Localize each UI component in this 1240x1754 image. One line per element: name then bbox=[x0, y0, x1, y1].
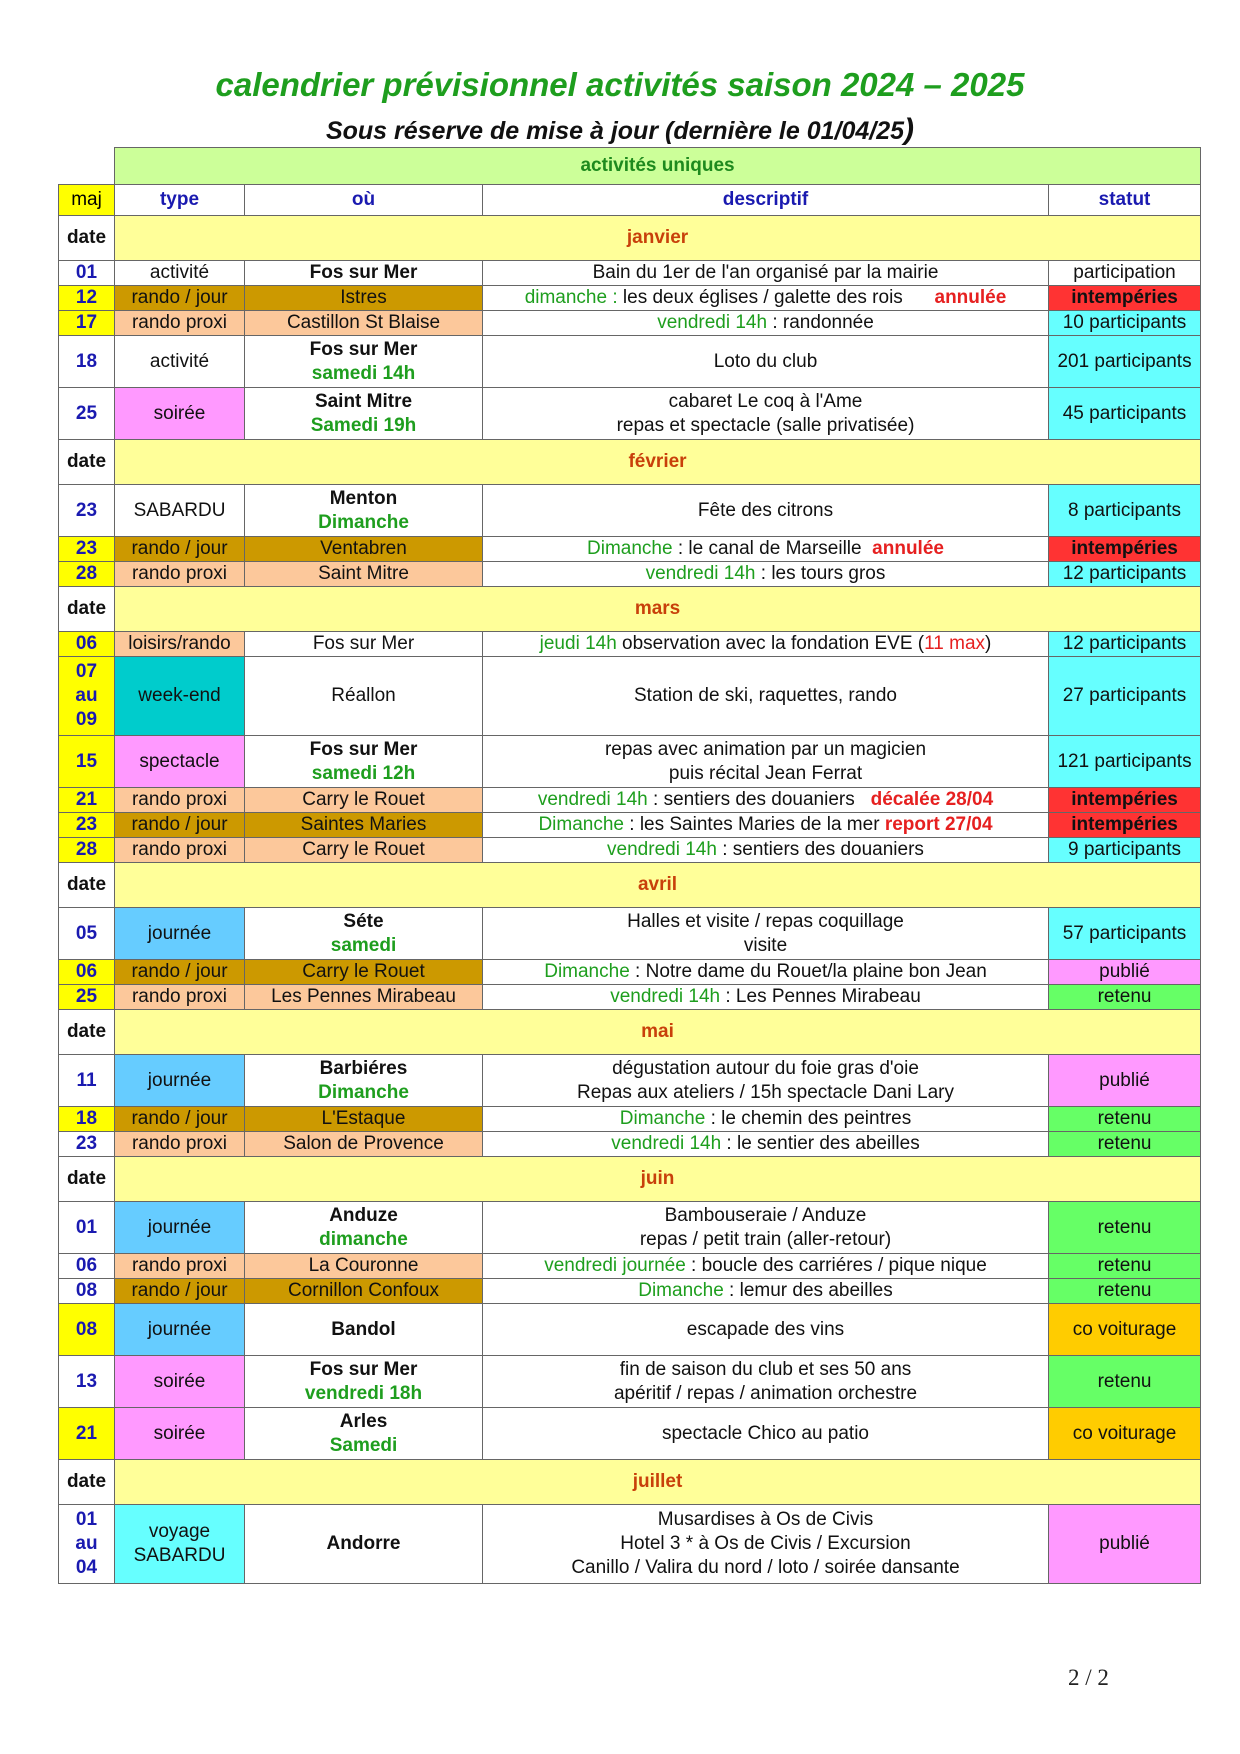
month-row-mai bbox=[59, 1010, 1201, 1055]
row-type: activité bbox=[115, 261, 245, 286]
row-description: vendredi 14h : randonnée bbox=[483, 311, 1049, 336]
table-row bbox=[59, 985, 1201, 1010]
header-maj: maj bbox=[59, 185, 115, 216]
row-description: vendredi journée : boucle des carriéres / pique nique bbox=[483, 1254, 1049, 1279]
row-location: Séte samedi bbox=[245, 908, 483, 960]
row-date: 12 bbox=[59, 286, 115, 311]
row-location: Saintes Maries bbox=[245, 813, 483, 838]
row-date: 13 bbox=[59, 1356, 115, 1408]
row-location: Salon de Provence bbox=[245, 1132, 483, 1157]
section-header-row bbox=[59, 148, 1201, 185]
row-status: publié bbox=[1049, 1505, 1201, 1584]
row-type: journée bbox=[115, 1055, 245, 1107]
row-type: loisirs/rando bbox=[115, 632, 245, 657]
month-mai: mai bbox=[115, 1010, 1201, 1055]
row-date: 06 bbox=[59, 960, 115, 985]
row-type: soirée bbox=[115, 1408, 245, 1460]
row-status: 10 participants bbox=[1049, 311, 1201, 336]
row-type: rando proxi bbox=[115, 1254, 245, 1279]
row-location: Arles Samedi bbox=[245, 1408, 483, 1460]
month-row-juillet bbox=[59, 1460, 1201, 1505]
row-type: journée bbox=[115, 1202, 245, 1254]
table-row bbox=[59, 1055, 1201, 1107]
row-type: voyage SABARDU bbox=[115, 1505, 245, 1584]
row-date: 23 bbox=[59, 537, 115, 562]
row-type: journée bbox=[115, 1304, 245, 1356]
row-location: Les Pennes Mirabeau bbox=[245, 985, 483, 1010]
row-type: soirée bbox=[115, 388, 245, 440]
row-date: 21 bbox=[59, 788, 115, 813]
row-description: Dimanche : lemur des abeilles bbox=[483, 1279, 1049, 1304]
header-statut: statut bbox=[1049, 185, 1201, 216]
row-status: retenu bbox=[1049, 1254, 1201, 1279]
table-row bbox=[59, 788, 1201, 813]
row-description: fin de saison du club et ses 50 ans apéritif / repas / animation orchestre bbox=[483, 1356, 1049, 1408]
row-location: Fos sur Mer samedi 12h bbox=[245, 736, 483, 788]
row-description: vendredi 14h : Les Pennes Mirabeau bbox=[483, 985, 1049, 1010]
row-date: 11 bbox=[59, 1055, 115, 1107]
month-row-janvier bbox=[59, 216, 1201, 261]
row-status: publié bbox=[1049, 960, 1201, 985]
row-type: rando proxi bbox=[115, 562, 245, 587]
row-location: Cornillon Confoux bbox=[245, 1279, 483, 1304]
row-location: Ventabren bbox=[245, 537, 483, 562]
month-avril: avril bbox=[115, 863, 1201, 908]
date-label: date bbox=[59, 587, 115, 632]
row-status: co voiturage bbox=[1049, 1304, 1201, 1356]
date-label: date bbox=[59, 1460, 115, 1505]
row-type: activité bbox=[115, 336, 245, 388]
row-status: retenu bbox=[1049, 1107, 1201, 1132]
row-description: vendredi 14h : sentiers des douaniers décalée 28/04 bbox=[483, 788, 1049, 813]
row-location: Saint Mitre Samedi 19h bbox=[245, 388, 483, 440]
month-row-mars bbox=[59, 587, 1201, 632]
row-description: escapade des vins bbox=[483, 1304, 1049, 1356]
row-date: 28 bbox=[59, 838, 115, 863]
row-date: 18 bbox=[59, 1107, 115, 1132]
table-row bbox=[59, 632, 1201, 657]
page-number: 2 / 2 bbox=[1068, 1665, 1109, 1690]
row-location: Barbiéres Dimanche bbox=[245, 1055, 483, 1107]
page-title: calendrier prévisionnel activités saison 2024 – 2025 bbox=[215, 66, 1025, 103]
row-type: week-end bbox=[115, 657, 245, 736]
row-description: Bain du 1er de l'an organisé par la mairie bbox=[483, 261, 1049, 286]
row-type: rando proxi bbox=[115, 838, 245, 863]
row-location: Carry le Rouet bbox=[245, 838, 483, 863]
date-label: date bbox=[59, 1010, 115, 1055]
row-status: participation bbox=[1049, 261, 1201, 286]
row-location: Fos sur Mer vendredi 18h bbox=[245, 1356, 483, 1408]
row-status: intempéries bbox=[1049, 788, 1201, 813]
row-type: soirée bbox=[115, 1356, 245, 1408]
row-location: Carry le Rouet bbox=[245, 960, 483, 985]
row-description: vendredi 14h : le sentier des abeilles bbox=[483, 1132, 1049, 1157]
row-status: retenu bbox=[1049, 1356, 1201, 1408]
row-description: vendredi 14h : les tours gros bbox=[483, 562, 1049, 587]
row-location: Anduze dimanche bbox=[245, 1202, 483, 1254]
table-row bbox=[59, 813, 1201, 838]
table-row bbox=[59, 562, 1201, 587]
table-row bbox=[59, 286, 1201, 311]
row-description: Dimanche : Notre dame du Rouet/la plaine bon Jean bbox=[483, 960, 1049, 985]
month-juin: juin bbox=[115, 1157, 1201, 1202]
row-date: 01 bbox=[59, 1202, 115, 1254]
table-row bbox=[59, 960, 1201, 985]
row-status: 57 participants bbox=[1049, 908, 1201, 960]
row-date: 15 bbox=[59, 736, 115, 788]
row-location: Réallon bbox=[245, 657, 483, 736]
table-row bbox=[59, 657, 1201, 736]
row-date: 06 bbox=[59, 1254, 115, 1279]
row-type: rando proxi bbox=[115, 788, 245, 813]
month-row-juin bbox=[59, 1157, 1201, 1202]
row-type: rando / jour bbox=[115, 537, 245, 562]
date-label: date bbox=[59, 440, 115, 485]
row-location: Saint Mitre bbox=[245, 562, 483, 587]
row-date: 25 bbox=[59, 985, 115, 1010]
header-ou: où bbox=[245, 185, 483, 216]
row-location: Bandol bbox=[245, 1304, 483, 1356]
table-row bbox=[59, 537, 1201, 562]
row-description: Dimanche : le chemin des peintres bbox=[483, 1107, 1049, 1132]
row-date: 17 bbox=[59, 311, 115, 336]
row-date: 01 au 04 bbox=[59, 1505, 115, 1584]
row-location: Fos sur Mer bbox=[245, 261, 483, 286]
row-location: Menton Dimanche bbox=[245, 485, 483, 537]
row-description: vendredi 14h : sentiers des douaniers bbox=[483, 838, 1049, 863]
row-type: spectacle bbox=[115, 736, 245, 788]
row-date: 23 bbox=[59, 1132, 115, 1157]
row-date: 05 bbox=[59, 908, 115, 960]
row-type: rando proxi bbox=[115, 985, 245, 1010]
row-date: 18 bbox=[59, 336, 115, 388]
table-row bbox=[59, 1408, 1201, 1460]
row-location: Carry le Rouet bbox=[245, 788, 483, 813]
row-type: rando / jour bbox=[115, 960, 245, 985]
row-description: dimanche : les deux églises / galette des rois annulée bbox=[483, 286, 1049, 311]
column-header-row bbox=[59, 185, 1201, 216]
row-date: 23 bbox=[59, 813, 115, 838]
row-status: 12 participants bbox=[1049, 562, 1201, 587]
row-description: Loto du club bbox=[483, 336, 1049, 388]
row-status: retenu bbox=[1049, 1279, 1201, 1304]
row-description: Halles et visite / repas coquillage visite bbox=[483, 908, 1049, 960]
row-description: Fête des citrons bbox=[483, 485, 1049, 537]
row-status: intempéries bbox=[1049, 286, 1201, 311]
row-status: co voiturage bbox=[1049, 1408, 1201, 1460]
row-status: publié bbox=[1049, 1055, 1201, 1107]
month-fevrier: février bbox=[115, 440, 1201, 485]
table-row bbox=[59, 1304, 1201, 1356]
row-status: intempéries bbox=[1049, 537, 1201, 562]
table-row bbox=[59, 1202, 1201, 1254]
row-type: rando / jour bbox=[115, 1107, 245, 1132]
row-location: L'Estaque bbox=[245, 1107, 483, 1132]
table-row bbox=[59, 311, 1201, 336]
month-row-fevrier bbox=[59, 440, 1201, 485]
row-description: Dimanche : les Saintes Maries de la mer report 27/04 bbox=[483, 813, 1049, 838]
table-row bbox=[59, 908, 1201, 960]
row-date: 23 bbox=[59, 485, 115, 537]
row-date: 25 bbox=[59, 388, 115, 440]
month-row-avril bbox=[59, 863, 1201, 908]
row-type: rando / jour bbox=[115, 286, 245, 311]
row-date: 08 bbox=[59, 1279, 115, 1304]
row-description: cabaret Le coq à l'Ame repas et spectacle (salle privatisée) bbox=[483, 388, 1049, 440]
row-status: 8 participants bbox=[1049, 485, 1201, 537]
table-row bbox=[59, 336, 1201, 388]
row-status: 45 participants bbox=[1049, 388, 1201, 440]
table-row bbox=[59, 1132, 1201, 1157]
row-status: 27 participants bbox=[1049, 657, 1201, 736]
activities-calendar-table bbox=[58, 147, 1201, 1584]
row-location: Fos sur Mer bbox=[245, 632, 483, 657]
header-type: type bbox=[115, 185, 245, 216]
date-label: date bbox=[59, 1157, 115, 1202]
row-description: spectacle Chico au patio bbox=[483, 1408, 1049, 1460]
row-description: dégustation autour du foie gras d'oie Repas aux ateliers / 15h spectacle Dani Lary bbox=[483, 1055, 1049, 1107]
row-type: rando / jour bbox=[115, 813, 245, 838]
date-label: date bbox=[59, 863, 115, 908]
row-status: retenu bbox=[1049, 985, 1201, 1010]
row-status: 9 participants bbox=[1049, 838, 1201, 863]
row-type: rando proxi bbox=[115, 311, 245, 336]
table-row bbox=[59, 485, 1201, 537]
row-description: Station de ski, raquettes, rando bbox=[483, 657, 1049, 736]
row-date: 07 au 09 bbox=[59, 657, 115, 736]
row-status: 121 participants bbox=[1049, 736, 1201, 788]
row-date: 08 bbox=[59, 1304, 115, 1356]
month-mars: mars bbox=[115, 587, 1201, 632]
row-status: retenu bbox=[1049, 1202, 1201, 1254]
row-description: Musardises à Os de Civis Hotel 3 * à Os de Civis / Excursion Canillo / Valira du nord / loto / soirée dansante bbox=[483, 1505, 1049, 1584]
table-row bbox=[59, 388, 1201, 440]
date-label: date bbox=[59, 216, 115, 261]
page-subtitle: Sous réserve de mise à jour (dernière le 01/04/25) bbox=[325, 113, 915, 146]
row-type: rando proxi bbox=[115, 1132, 245, 1157]
row-type: rando / jour bbox=[115, 1279, 245, 1304]
table-row bbox=[59, 838, 1201, 863]
month-juillet: juillet bbox=[115, 1460, 1201, 1505]
row-status: 201 participants bbox=[1049, 336, 1201, 388]
row-location: Istres bbox=[245, 286, 483, 311]
table-row bbox=[59, 736, 1201, 788]
header-descriptif: descriptif bbox=[483, 185, 1049, 216]
table-row bbox=[59, 1254, 1201, 1279]
table-row bbox=[59, 261, 1201, 286]
row-date: 21 bbox=[59, 1408, 115, 1460]
row-type: journée bbox=[115, 908, 245, 960]
row-location: Andorre bbox=[245, 1505, 483, 1584]
row-status: intempéries bbox=[1049, 813, 1201, 838]
row-description: jeudi 14h observation avec la fondation EVE (11 max) bbox=[483, 632, 1049, 657]
row-date: 01 bbox=[59, 261, 115, 286]
row-description: Dimanche : le canal de Marseille annulée bbox=[483, 537, 1049, 562]
table-row bbox=[59, 1107, 1201, 1132]
table-row bbox=[59, 1279, 1201, 1304]
row-location: La Couronne bbox=[245, 1254, 483, 1279]
row-status: 12 participants bbox=[1049, 632, 1201, 657]
row-description: Bambouseraie / Anduze repas / petit train (aller-retour) bbox=[483, 1202, 1049, 1254]
row-location: Fos sur Mer samedi 14h bbox=[245, 336, 483, 388]
row-type: SABARDU bbox=[115, 485, 245, 537]
row-date: 06 bbox=[59, 632, 115, 657]
row-description: repas avec animation par un magicien puis récital Jean Ferrat bbox=[483, 736, 1049, 788]
month-janvier: janvier bbox=[115, 216, 1201, 261]
row-date: 28 bbox=[59, 562, 115, 587]
section-title: activités uniques bbox=[115, 148, 1201, 185]
row-status: retenu bbox=[1049, 1132, 1201, 1157]
table-row bbox=[59, 1356, 1201, 1408]
row-location: Castillon St Blaise bbox=[245, 311, 483, 336]
table-row bbox=[59, 1505, 1201, 1584]
